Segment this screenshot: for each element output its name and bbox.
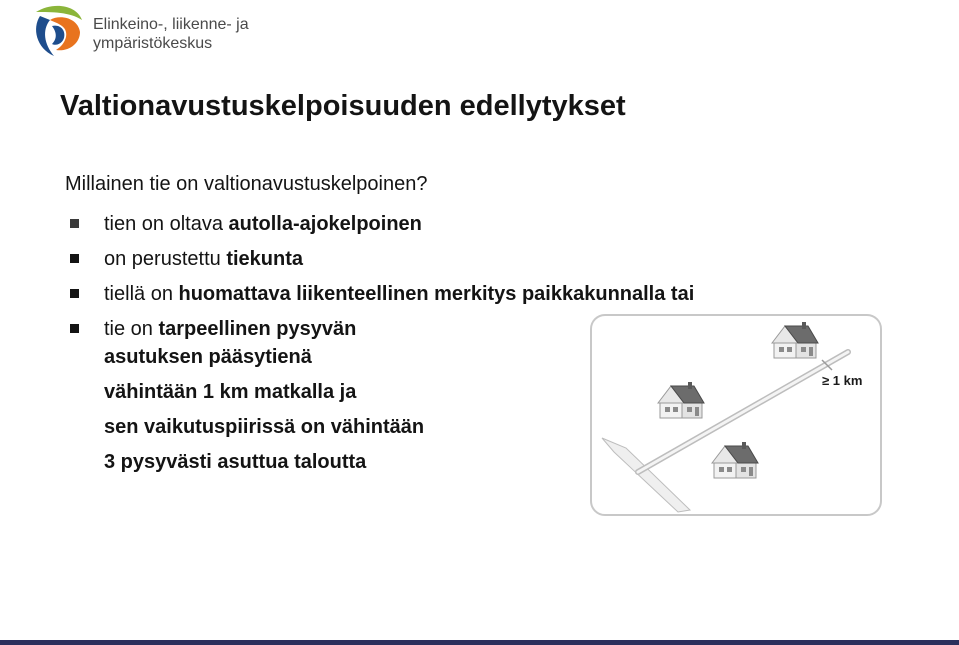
bullet-continuation [104,340,424,480]
slide-title: Valtionavustuskelpoisuuden edellytykset [60,90,626,122]
road-diagram [590,314,882,516]
bullet-square-icon [70,289,79,298]
bullet-square-icon [70,324,79,333]
continuation-line: asutuksen pääsytienä [104,346,312,368]
bullet-square-icon [70,254,79,263]
ely-logo [30,2,260,60]
bullet-item [70,277,694,312]
logo-text [93,15,249,53]
continuation-line: sen vaikutuspiirissä on vähintään [104,416,425,438]
footer-bar [0,640,959,645]
distance-label: ≥ 1 km [822,373,863,388]
bullet-square-icon [70,219,79,228]
bullet-item [70,207,694,242]
bullet-text: tien on oltava [104,213,229,235]
bullet-emphasis: tarpeellinen pysyvän [158,318,357,340]
bullet-emphasis: tiekunta [226,248,303,270]
logo-line-1: Elinkeino-, liikenne- ja [93,16,249,33]
continuation-line: 3 pysyvästi asuttua taloutta [104,451,367,473]
bullet-text: on perustettu [104,248,227,270]
bullet-emphasis: huomattava liikenteellinen merkitys paikkakunnalla tai [178,283,695,305]
intro-question: Millainen tie on valtionavustuskelpoinen? [65,173,428,195]
logo-line-2: ympäristökeskus [93,35,213,52]
continuation-line: vähintään 1 km matkalla ja [104,381,357,403]
bullet-text: tie on [104,318,159,340]
bullet-text: tiellä on [104,283,179,305]
bullet-emphasis: autolla-ajokelpoinen [228,213,422,235]
bullet-item [70,242,694,277]
ely-logo-icon [30,2,86,58]
